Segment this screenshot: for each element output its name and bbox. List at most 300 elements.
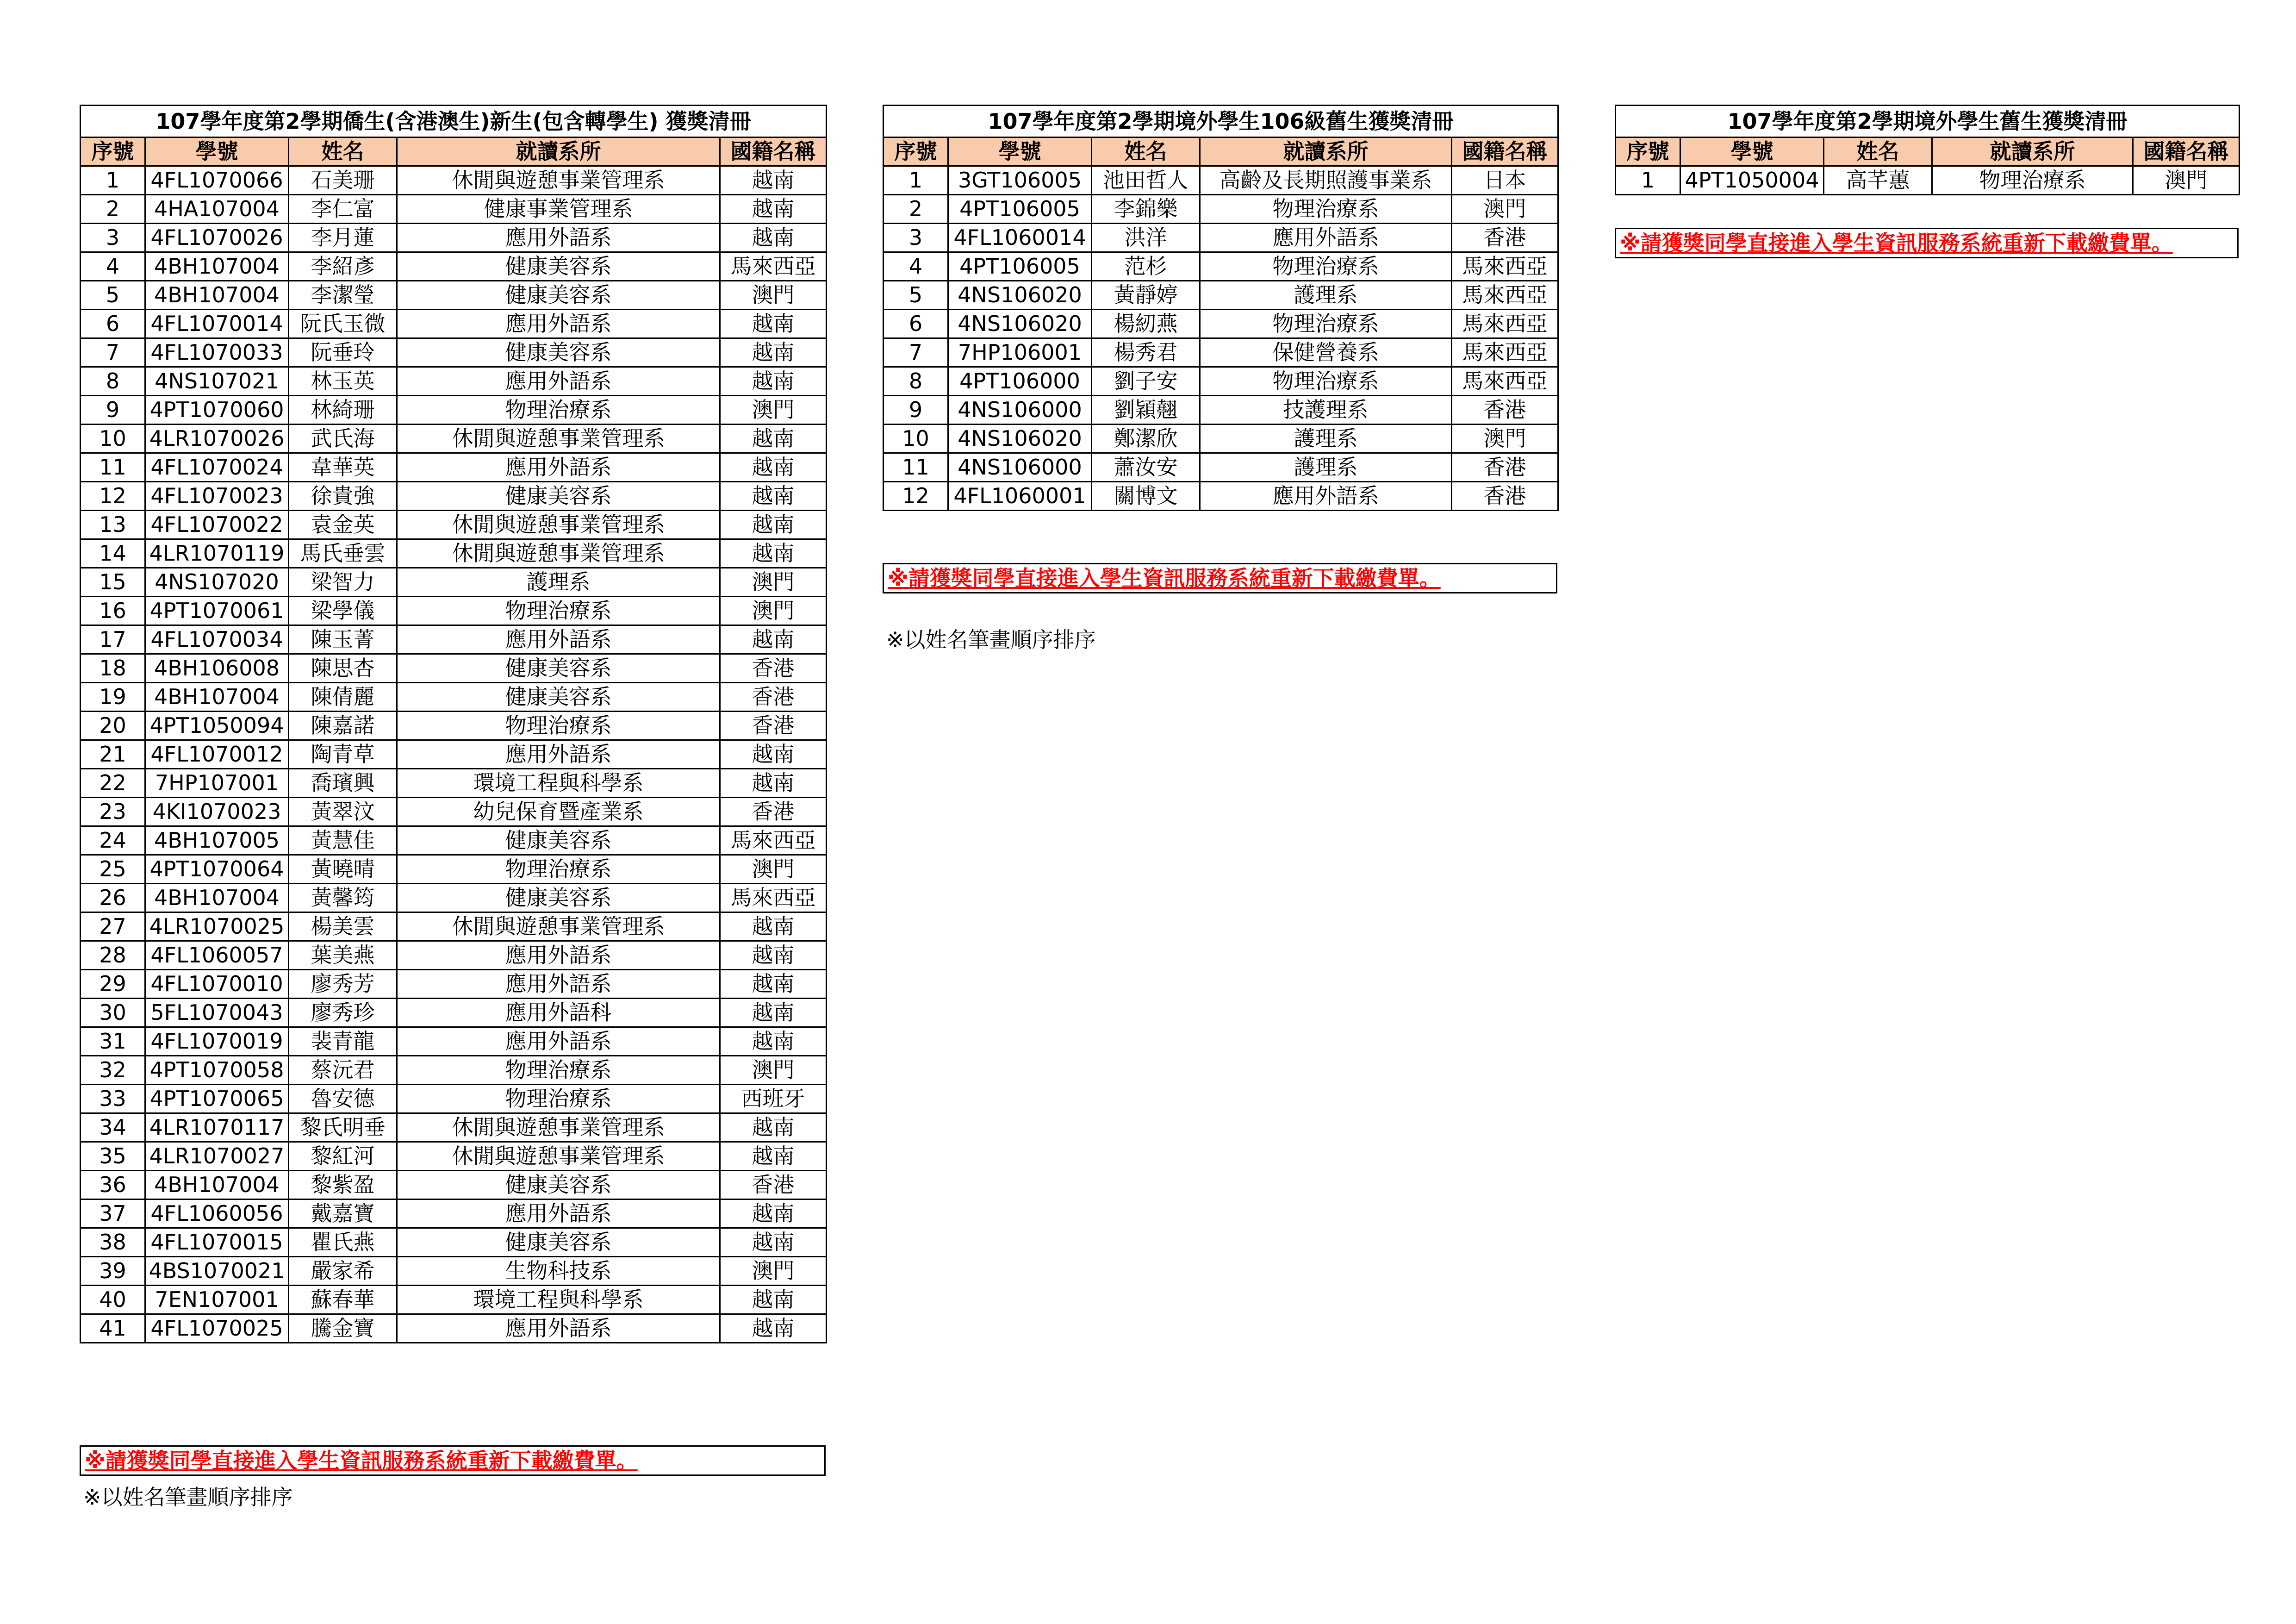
cell-student-id: 4FL1070012 [145,740,289,769]
cell-seq: 6 [884,310,948,338]
table-row [81,1142,827,1171]
cell-nationality: 越南 [720,482,827,511]
cell-seq: 28 [81,941,145,970]
cell-name: 李月蓮 [289,224,397,252]
cell-name: 瞿氏燕 [289,1228,397,1257]
cell-name: 黃靜婷 [1092,281,1200,310]
cell-dept: 應用外語系 [397,1027,720,1056]
cell-dept: 健康美容系 [397,1228,720,1257]
table3-notice-text: ※請獲獎同學直接進入學生資訊服務系統重新下載繳費單。 [1620,231,2173,256]
cell-nationality: 香港 [720,798,827,826]
cell-nationality: 越南 [720,1314,827,1343]
cell-nationality: 越南 [720,539,827,568]
cell-name: 馬氏垂雲 [289,539,397,568]
cell-nationality: 馬來西亞 [1452,338,1558,367]
table-row [81,338,827,367]
cell-name: 陳倩麗 [289,683,397,712]
cell-name: 葉美燕 [289,941,397,970]
cell-dept: 物理治療系 [1932,166,2133,195]
cell-dept: 物理治療系 [1200,252,1452,281]
cell-nationality: 澳門 [720,281,827,310]
cell-seq: 12 [884,482,948,511]
table-row [81,252,827,281]
cell-dept: 物理治療系 [397,396,720,425]
table-row [884,425,1558,453]
cell-nationality: 馬來西亞 [1452,310,1558,338]
table3-block [1615,105,2240,195]
table1-title: 107學年度第2學期僑生(含港澳生)新生(包含轉學生) 獲獎清冊 [81,106,827,137]
cell-nationality: 馬來西亞 [720,884,827,912]
cell-dept: 應用外語系 [1200,224,1452,252]
cell-name: 袁金英 [289,511,397,539]
table2-header-seq: 序號 [884,137,948,166]
cell-seq: 17 [81,625,145,654]
cell-nationality: 越南 [720,999,827,1027]
table-row [81,855,827,884]
cell-dept: 應用外語系 [1200,482,1452,511]
cell-seq: 34 [81,1113,145,1142]
cell-student-id: 7EN107001 [145,1286,289,1314]
table-row [81,1113,827,1142]
cell-nationality: 香港 [720,1171,827,1199]
cell-dept: 技護理系 [1200,396,1452,425]
cell-student-id: 4FL1070015 [145,1228,289,1257]
cell-nationality: 香港 [1452,396,1558,425]
cell-nationality: 香港 [720,654,827,683]
cell-name: 洪洋 [1092,224,1200,252]
table-row [884,338,1558,367]
cell-dept: 幼兒保育暨產業系 [397,798,720,826]
cell-seq: 14 [81,539,145,568]
cell-dept: 休閒與遊憩事業管理系 [397,912,720,941]
table-row [884,166,1558,195]
cell-seq: 1 [1616,166,1680,195]
cell-name: 嚴家希 [289,1257,397,1286]
table-row [884,281,1558,310]
cell-nationality: 越南 [720,1286,827,1314]
cell-name: 武氏海 [289,425,397,453]
table-row [81,597,827,625]
cell-name: 陳思杏 [289,654,397,683]
table-row [81,1056,827,1085]
cell-dept: 應用外語系 [397,740,720,769]
cell-seq: 15 [81,568,145,597]
cell-name: 陶青草 [289,740,397,769]
cell-student-id: 4PT1070064 [145,855,289,884]
cell-nationality: 越南 [720,1142,827,1171]
table1-block [80,105,827,1343]
cell-seq: 4 [81,252,145,281]
table-row [81,826,827,855]
cell-name: 池田哲人 [1092,166,1200,195]
cell-nationality: 越南 [720,1113,827,1142]
cell-nationality: 香港 [720,683,827,712]
cell-dept: 護理系 [1200,453,1452,482]
cell-name: 黃曉晴 [289,855,397,884]
cell-student-id: 4LR1070027 [145,1142,289,1171]
cell-seq: 26 [81,884,145,912]
cell-name: 關博文 [1092,482,1200,511]
cell-nationality: 越南 [720,1027,827,1056]
cell-dept: 健康美容系 [397,281,720,310]
cell-seq: 5 [81,281,145,310]
table-row [81,568,827,597]
cell-seq: 29 [81,970,145,999]
cell-student-id: 4NS106020 [948,281,1092,310]
cell-nationality: 馬來西亞 [1452,367,1558,396]
cell-nationality: 越南 [720,224,827,252]
cell-name: 蕭汝安 [1092,453,1200,482]
cell-student-id: 4PT1070061 [145,597,289,625]
cell-seq: 12 [81,482,145,511]
cell-dept: 應用外語系 [397,1199,720,1228]
table-row [81,1199,827,1228]
table2-notice [883,563,1557,593]
table-row [81,511,827,539]
cell-nationality: 澳門 [2133,166,2240,195]
cell-name: 林玉英 [289,367,397,396]
table1-sort-note: ※以姓名筆畫順序排序 [83,1485,293,1510]
cell-dept: 護理系 [397,568,720,597]
table-row [81,482,827,511]
cell-dept: 健康美容系 [397,683,720,712]
cell-student-id: 4LR1070117 [145,1113,289,1142]
table-row [884,224,1558,252]
cell-name: 阮氏玉微 [289,310,397,338]
table-row [81,970,827,999]
cell-dept: 高齡及長期照護事業系 [1200,166,1452,195]
table2-body [884,166,1558,511]
table-row [884,453,1558,482]
cell-seq: 40 [81,1286,145,1314]
table-row [81,281,827,310]
table-row [81,1257,827,1286]
cell-seq: 8 [884,367,948,396]
cell-nationality: 馬來西亞 [720,826,827,855]
cell-nationality: 日本 [1452,166,1558,195]
table-row [81,1171,827,1199]
cell-nationality: 越南 [720,511,827,539]
table2-title: 107學年度第2學期境外學生106級舊生獲獎清冊 [884,106,1558,137]
cell-nationality: 西班牙 [720,1085,827,1113]
cell-seq: 1 [884,166,948,195]
table2-block [883,105,1559,511]
cell-student-id: 4FL1060056 [145,1199,289,1228]
cell-nationality: 越南 [720,1199,827,1228]
table1-body [81,166,827,1343]
cell-dept: 環境工程與科學系 [397,1286,720,1314]
table-row [81,798,827,826]
cell-seq: 10 [81,425,145,453]
cell-nationality: 澳門 [1452,425,1558,453]
cell-name: 楊紉燕 [1092,310,1200,338]
cell-name: 梁學儀 [289,597,397,625]
table2-notice-text: ※請獲獎同學直接進入學生資訊服務系統重新下載繳費單。 [888,566,1441,591]
cell-dept: 健康事業管理系 [397,195,720,224]
cell-student-id: 4NS107020 [145,568,289,597]
cell-name: 楊美雲 [289,912,397,941]
table1-header-seq: 序號 [81,137,145,166]
cell-dept: 休閒與遊憩事業管理系 [397,1113,720,1142]
cell-student-id: 4FL1070024 [145,453,289,482]
table-row [81,712,827,740]
table-row [81,195,827,224]
cell-seq: 31 [81,1027,145,1056]
cell-student-id: 4BS1070021 [145,1257,289,1286]
cell-name: 戴嘉寶 [289,1199,397,1228]
cell-dept: 健康美容系 [397,1171,720,1199]
cell-nationality: 香港 [1452,453,1558,482]
cell-nationality: 越南 [720,769,827,798]
cell-name: 楊秀君 [1092,338,1200,367]
cell-dept: 健康美容系 [397,252,720,281]
cell-nationality: 馬來西亞 [1452,252,1558,281]
cell-nationality: 越南 [720,970,827,999]
cell-name: 陳玉菁 [289,625,397,654]
cell-nationality: 越南 [720,912,827,941]
cell-student-id: 4PT1070058 [145,1056,289,1085]
cell-student-id: 4FL1070019 [145,1027,289,1056]
cell-student-id: 4BH107004 [145,252,289,281]
cell-student-id: 4BH107004 [145,683,289,712]
table2-header-nationality: 國籍名稱 [1452,137,1558,166]
cell-student-id: 4PT1050004 [1680,166,1824,195]
table3-notice [1615,228,2239,258]
cell-student-id: 4FL1070025 [145,1314,289,1343]
table-row [81,453,827,482]
table-row [81,683,827,712]
table-row [81,367,827,396]
cell-seq: 23 [81,798,145,826]
cell-seq: 3 [81,224,145,252]
table-row [884,252,1558,281]
cell-nationality: 澳門 [720,1056,827,1085]
table-row [81,539,827,568]
cell-dept: 環境工程與科學系 [397,769,720,798]
cell-student-id: 4BH107004 [145,884,289,912]
cell-name: 黎紫盈 [289,1171,397,1199]
cell-seq: 32 [81,1056,145,1085]
cell-nationality: 越南 [720,453,827,482]
table-row [81,941,827,970]
cell-dept: 物理治療系 [1200,310,1452,338]
cell-dept: 物理治療系 [397,1085,720,1113]
cell-nationality: 馬來西亞 [1452,281,1558,310]
cell-seq: 4 [884,252,948,281]
cell-student-id: 4HA107004 [145,195,289,224]
cell-seq: 33 [81,1085,145,1113]
table3-title: 107學年度第2學期境外學生舊生獲獎清冊 [1616,106,2240,137]
cell-nationality: 越南 [720,338,827,367]
cell-nationality: 澳門 [1452,195,1558,224]
cell-student-id: 4BH107005 [145,826,289,855]
cell-student-id: 5FL1070043 [145,999,289,1027]
cell-name: 蔡沅君 [289,1056,397,1085]
cell-dept: 保健營養系 [1200,338,1452,367]
table3-header-id: 學號 [1680,137,1824,166]
cell-student-id: 4BH106008 [145,654,289,683]
cell-dept: 休閒與遊憩事業管理系 [397,425,720,453]
cell-name: 廖秀珍 [289,999,397,1027]
table1-header-name: 姓名 [289,137,397,166]
table-row [81,1314,827,1343]
cell-name: 阮垂玲 [289,338,397,367]
cell-name: 范杉 [1092,252,1200,281]
cell-name: 鄭潔欣 [1092,425,1200,453]
cell-seq: 2 [81,195,145,224]
cell-nationality: 香港 [1452,482,1558,511]
cell-seq: 37 [81,1199,145,1228]
cell-seq: 20 [81,712,145,740]
cell-nationality: 越南 [720,625,827,654]
cell-nationality: 越南 [720,195,827,224]
cell-name: 喬璸興 [289,769,397,798]
cell-seq: 41 [81,1314,145,1343]
cell-student-id: 4PT1070060 [145,396,289,425]
cell-dept: 護理系 [1200,425,1452,453]
cell-student-id: 4KI1070023 [145,798,289,826]
cell-student-id: 4PT106005 [948,195,1092,224]
cell-name: 高芊蕙 [1824,166,1932,195]
table2 [883,105,1559,511]
cell-name: 劉子安 [1092,367,1200,396]
cell-student-id: 4PT1070065 [145,1085,289,1113]
table-row [81,625,827,654]
cell-student-id: 7HP106001 [948,338,1092,367]
cell-name: 蘇春華 [289,1286,397,1314]
cell-seq: 8 [81,367,145,396]
cell-seq: 5 [884,281,948,310]
cell-nationality: 越南 [720,310,827,338]
cell-name: 韋華英 [289,453,397,482]
cell-student-id: 4PT106000 [948,367,1092,396]
cell-name: 林綺珊 [289,396,397,425]
cell-student-id: 4FL1070023 [145,482,289,511]
table-row [81,769,827,798]
table-row [81,1286,827,1314]
cell-seq: 36 [81,1171,145,1199]
cell-nationality: 澳門 [720,855,827,884]
cell-student-id: 4NS106020 [948,425,1092,453]
cell-nationality: 澳門 [720,1257,827,1286]
table-row [884,195,1558,224]
table-row [884,396,1558,425]
cell-name: 李仁富 [289,195,397,224]
table1-header-nationality: 國籍名稱 [720,137,827,166]
table-row [81,166,827,195]
table-row [81,740,827,769]
cell-dept: 應用外語系 [397,310,720,338]
cell-student-id: 7HP107001 [145,769,289,798]
cell-name: 李錦樂 [1092,195,1200,224]
cell-student-id: 4NS106000 [948,453,1092,482]
cell-seq: 6 [81,310,145,338]
cell-student-id: 4BH107004 [145,1171,289,1199]
table1-header-dept: 就讀系所 [397,137,720,166]
table1-notice-text: ※請獲獎同學直接進入學生資訊服務系統重新下載繳費單。 [85,1448,638,1473]
cell-dept: 應用外語科 [397,999,720,1027]
cell-seq: 21 [81,740,145,769]
cell-dept: 物理治療系 [1200,195,1452,224]
cell-seq: 10 [884,425,948,453]
cell-dept: 物理治療系 [397,712,720,740]
cell-nationality: 越南 [720,425,827,453]
cell-name: 黃馨筠 [289,884,397,912]
cell-nationality: 越南 [720,367,827,396]
cell-dept: 生物科技系 [397,1257,720,1286]
cell-dept: 物理治療系 [1200,367,1452,396]
cell-student-id: 4FL1070066 [145,166,289,195]
cell-nationality: 澳門 [720,396,827,425]
cell-student-id: 4LR1070025 [145,912,289,941]
table-row [81,1085,827,1113]
table-row [81,425,827,453]
cell-dept: 休閒與遊憩事業管理系 [397,539,720,568]
cell-seq: 3 [884,224,948,252]
cell-seq: 19 [81,683,145,712]
cell-nationality: 越南 [720,166,827,195]
cell-seq: 35 [81,1142,145,1171]
cell-name: 李潔瑩 [289,281,397,310]
cell-name: 黃翠汶 [289,798,397,826]
cell-nationality: 澳門 [720,568,827,597]
cell-dept: 健康美容系 [397,826,720,855]
cell-dept: 休閒與遊憩事業管理系 [397,511,720,539]
cell-dept: 應用外語系 [397,970,720,999]
cell-dept: 健康美容系 [397,654,720,683]
cell-seq: 11 [81,453,145,482]
table3-header-dept: 就讀系所 [1932,137,2133,166]
cell-name: 魯安德 [289,1085,397,1113]
cell-nationality: 香港 [720,712,827,740]
cell-student-id: 4PT1050094 [145,712,289,740]
table3-header-seq: 序號 [1616,137,1680,166]
cell-name: 梁智力 [289,568,397,597]
table3-header-nationality: 國籍名稱 [2133,137,2240,166]
table-row [81,310,827,338]
cell-nationality: 越南 [720,941,827,970]
table-row [81,912,827,941]
cell-nationality: 越南 [720,1228,827,1257]
cell-student-id: 4PT106005 [948,252,1092,281]
cell-dept: 應用外語系 [397,453,720,482]
cell-student-id: 4FL1070034 [145,625,289,654]
cell-dept: 健康美容系 [397,884,720,912]
table1 [80,105,827,1343]
cell-dept: 休閒與遊憩事業管理系 [397,1142,720,1171]
cell-name: 劉穎翹 [1092,396,1200,425]
table2-header-dept: 就讀系所 [1200,137,1452,166]
cell-seq: 30 [81,999,145,1027]
table3 [1615,105,2240,195]
cell-name: 石美珊 [289,166,397,195]
cell-dept: 應用外語系 [397,625,720,654]
cell-seq: 9 [884,396,948,425]
cell-seq: 2 [884,195,948,224]
cell-nationality: 越南 [720,740,827,769]
table-row [81,224,827,252]
cell-student-id: 4FL1070014 [145,310,289,338]
cell-student-id: 4LR1070119 [145,539,289,568]
cell-name: 廖秀芳 [289,970,397,999]
cell-dept: 應用外語系 [397,941,720,970]
table-row [884,367,1558,396]
cell-name: 徐貴強 [289,482,397,511]
cell-seq: 18 [81,654,145,683]
table-row [81,1027,827,1056]
cell-dept: 物理治療系 [397,597,720,625]
cell-dept: 護理系 [1200,281,1452,310]
